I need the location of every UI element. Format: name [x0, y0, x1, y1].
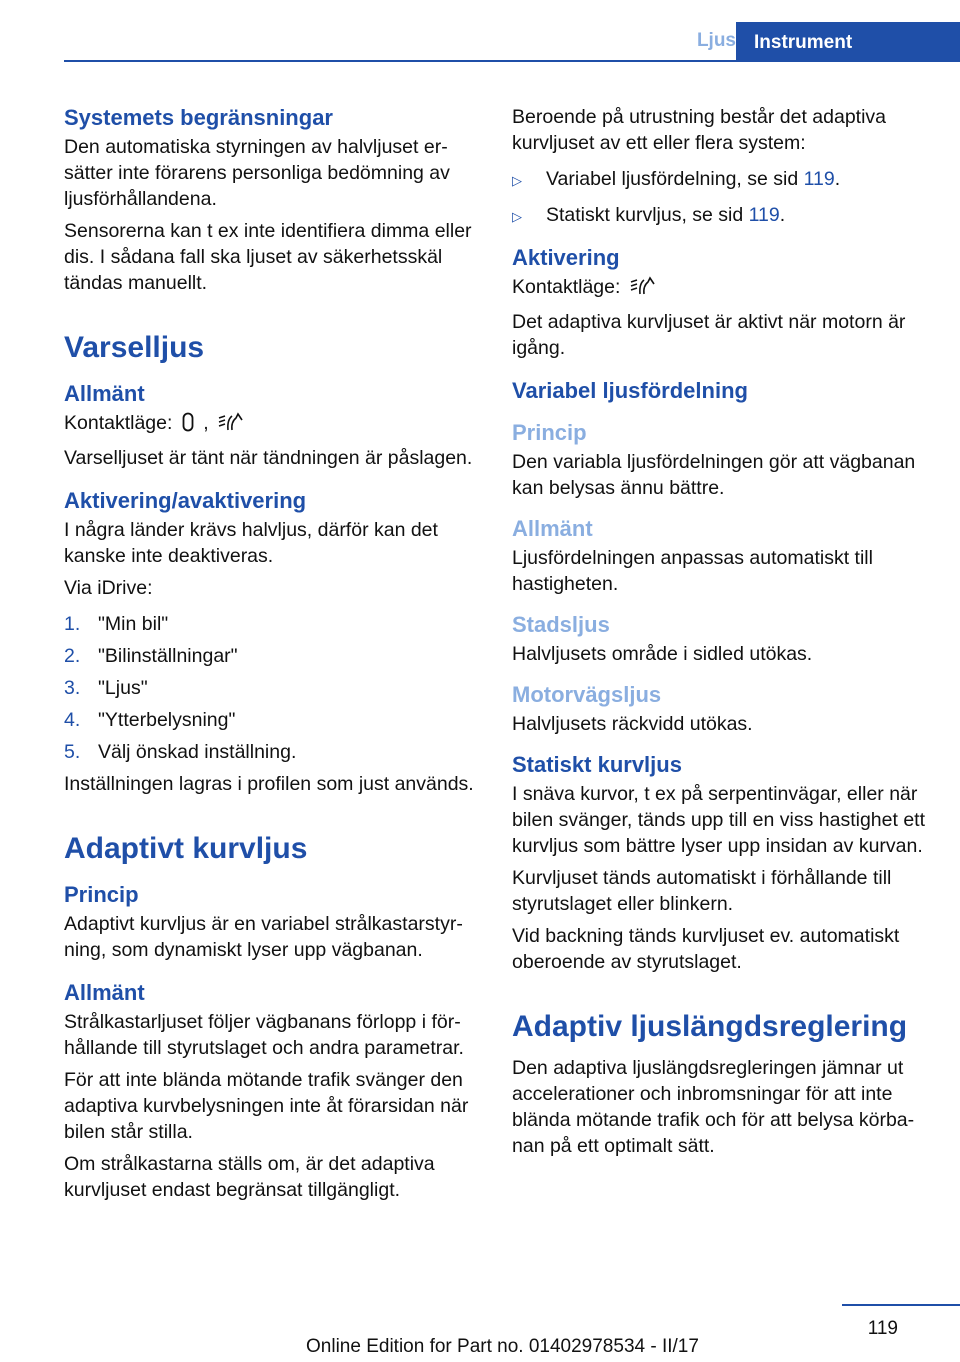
step-text: "Bilinställningar"	[98, 645, 238, 667]
list-item	[512, 166, 926, 194]
paragraph: För att inte blända mötande trafik svänger den adaptiva kurvbelysningen inte åt förarsidan när bilen står stilla.	[64, 1069, 469, 1143]
page-header	[0, 0, 960, 62]
step-number: 3.	[64, 677, 81, 699]
heading-aktivering: Aktivering	[512, 245, 620, 270]
paragraph: Sensorerna kan t ex inte identifiera dimma eller dis. I sådana fall ska ljuset av säkerhetsskäl tändas manuellt.	[64, 220, 472, 294]
heading-adaptiv-ljuslangdsreglering: Adaptiv ljuslängdsreglering	[512, 1010, 908, 1043]
paragraph: Ljusfördelningen anpassas automatiskt till hastigheten.	[512, 547, 873, 595]
step-text: "Ytterbelysning"	[98, 709, 236, 731]
kontaktlage-line	[512, 274, 926, 303]
bullet-end: .	[779, 204, 786, 226]
paragraph: I snäva kurvor, t ex på serpentinvägar, eller när bilen svänger, tänds upp till en viss hastighet ett kurvljus som bättre lyser upp insidan av kurvan.	[512, 783, 926, 857]
paragraph: Inställningen lagras i profilen som just används.	[64, 773, 474, 795]
footer-rule	[842, 1304, 960, 1306]
paragraph: Adaptivt kurvljus är en variabel strålkastarstyr-ning, som dynamiskt lyser upp vägbanan.	[64, 913, 463, 961]
left-column	[64, 104, 482, 1209]
edition-footer: Online Edition for Part no. 01402978534 - II/17	[306, 1336, 699, 1357]
heading-stadsljus: Stadsljus	[512, 612, 610, 637]
heading-princip: Princip	[64, 882, 139, 907]
step-number: 1.	[64, 613, 81, 635]
paragraph: Kurvljuset tänds automatiskt i förhållande till styrutslaget eller blinkern.	[512, 867, 892, 915]
paragraph: I några länder krävs halvljus, därför kan det kanske inte deaktiveras.	[64, 519, 438, 567]
paragraph: Om strålkastarna ställs om, är det adaptiva kurvljuset endast begränsat tillgängligt.	[64, 1153, 435, 1201]
list-item	[64, 675, 482, 701]
triangle-bullet-icon: ▷	[512, 209, 522, 224]
list-item	[64, 643, 482, 669]
paragraph: Det adaptiva kurvljuset är aktivt när motorn är igång.	[512, 311, 906, 359]
engine-start-icon	[630, 274, 656, 303]
bullet-text: Statiskt kurvljus, se sid	[546, 204, 749, 226]
heading-varselljus: Varselljus	[64, 331, 205, 364]
step-list	[64, 611, 482, 765]
heading-aktivering-avaktivering: Aktivering/avaktivering	[64, 488, 307, 513]
heading-allmant: Allmänt	[64, 381, 145, 406]
step-text: Välj önskad inställning.	[98, 741, 297, 763]
bullet-text: Variabel ljusfördelning, se sid	[546, 168, 804, 190]
step-text: "Min bil"	[98, 613, 169, 635]
heading-systemets-begransningar: Systemets begränsningar	[64, 105, 333, 130]
kontaktlage-label: Kontaktläge:	[512, 276, 621, 298]
engine-start-icon	[218, 410, 244, 439]
paragraph: Vid backning tänds kurvljuset ev. automatiskt oberoende av styrutslaget.	[512, 925, 900, 973]
heading-allmant: Allmänt	[512, 516, 593, 541]
paragraph: Strålkastarljuset följer vägbanans förlopp i för-hållande till styrutslaget och andra parametrar.	[64, 1011, 464, 1059]
kontaktlage-label: Kontaktläge:	[64, 412, 173, 434]
kontaktlage-separator: ,	[203, 412, 209, 434]
heading-princip: Princip	[512, 420, 587, 445]
page-reference-link[interactable]: 119	[748, 204, 780, 226]
step-number: 5.	[64, 741, 81, 763]
paragraph: Den variabla ljusfördelningen gör att vägbanan kan belysas ännu bättre.	[512, 451, 916, 499]
heading-variabel-ljusfordelning: Variabel ljusfördelning	[512, 378, 748, 403]
step-text: "Ljus"	[98, 677, 148, 699]
list-item	[512, 202, 926, 230]
paragraph: Den adaptiva ljuslängdsregleringen jämnar ut accelerationer och inbromsningar för att inte blända mötande trafik och för att belysa körba-nan på ett optimalt sätt.	[512, 1057, 915, 1157]
heading-adaptivt-kurvljus: Adaptivt kurvljus	[64, 832, 308, 865]
step-number: 4.	[64, 709, 81, 731]
bullet-list	[512, 166, 926, 230]
chapter-tab: Instrument	[736, 22, 960, 62]
page-number: 119	[867, 1318, 898, 1339]
header-rule	[64, 60, 960, 62]
list-item	[64, 611, 482, 637]
heading-statiskt-kurvljus: Statiskt kurvljus	[512, 752, 682, 777]
paragraph: Beroende på utrustning består det adaptiva kurvljuset av ett eller flera system:	[512, 106, 887, 154]
list-item	[64, 707, 482, 733]
ignition-off-icon	[182, 412, 194, 439]
paragraph: Varselljuset är tänt när tändningen är påslagen.	[64, 447, 473, 469]
section-tab: Ljus	[696, 30, 736, 51]
triangle-bullet-icon: ▷	[512, 173, 522, 188]
step-number: 2.	[64, 645, 81, 667]
heading-allmant: Allmänt	[64, 980, 145, 1005]
right-column	[512, 104, 926, 1165]
kontaktlage-line	[64, 410, 482, 439]
paragraph: Den automatiska styrningen av halvljuset er-sätter inte förarens personliga bedömning av ljusförhållandena.	[64, 136, 450, 210]
paragraph: Halvljusets område i sidled utökas.	[512, 643, 813, 665]
bullet-end: .	[834, 168, 841, 190]
paragraph: Halvljusets räckvidd utökas.	[512, 713, 753, 735]
page-reference-link[interactable]: 119	[803, 168, 835, 190]
paragraph: Via iDrive:	[64, 577, 153, 599]
heading-motorvagsljus: Motorvägsljus	[512, 682, 662, 707]
list-item	[64, 739, 482, 765]
